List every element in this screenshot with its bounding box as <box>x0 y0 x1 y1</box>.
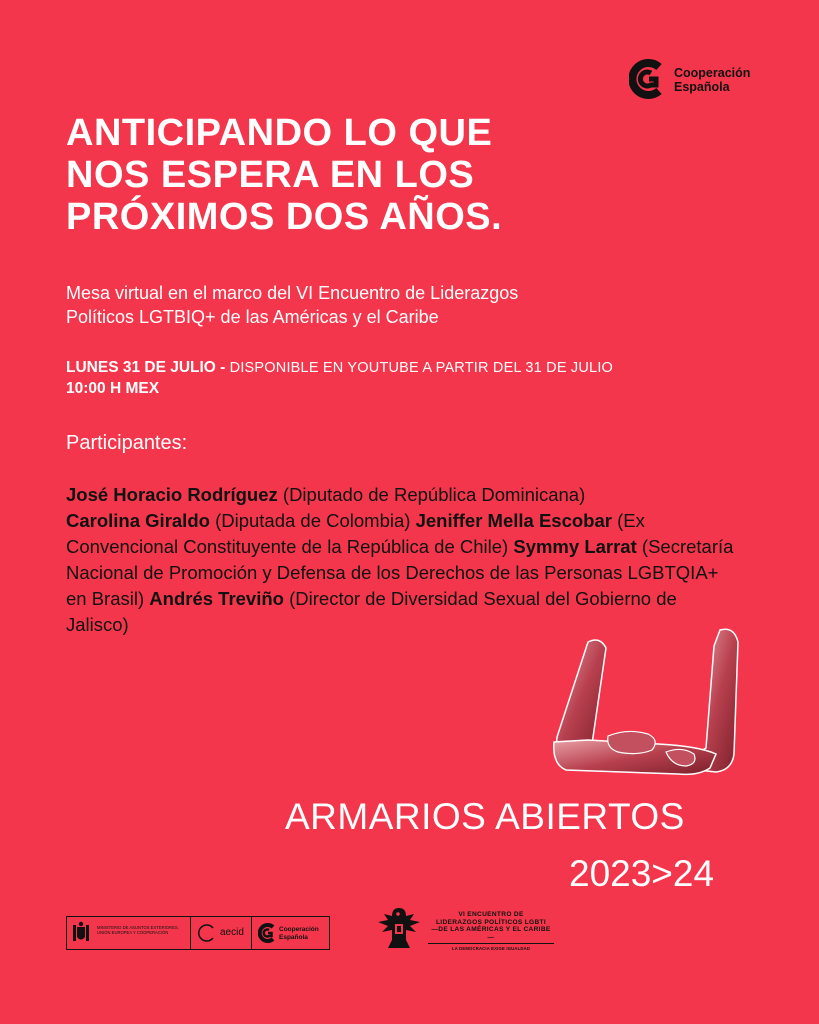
participant-name: Carolina Giraldo <box>66 510 210 531</box>
title-line1: ANTICIPANDO LO QUE <box>66 112 493 154</box>
cooperacion-small-logo <box>252 917 329 949</box>
encuentro-text <box>428 911 554 953</box>
encuentro-line3: —DE LAS AMÉRICAS Y EL CARIBE— <box>431 926 551 941</box>
logo-line1: Cooperación <box>674 66 751 80</box>
cooperacion-mark-icon <box>258 923 276 943</box>
participant-name: José Horacio Rodríguez <box>66 484 278 505</box>
aecid-logo <box>191 917 252 949</box>
encuentro-tagline: LA DEMOCRACIA EXIGE IGUALDAD <box>428 943 554 953</box>
participant-role: (Secretaría Nacional de Promoción y Defensa de los Derechos de las Personas LGBTQIA+ en Brasil) <box>66 536 734 609</box>
participants-list <box>66 482 736 638</box>
participant-name: Andrés Treviño <box>149 588 284 609</box>
ministry-text: MINISTERIO DE ASUNTOS EXTERIORES, UNIÓN EUROPEA Y COOPERACIÓN <box>97 925 179 936</box>
logo-line2: Española <box>674 80 730 94</box>
subtitle-line2: Políticos LGTBIQ+ de las Américas y el Caribe <box>66 307 439 327</box>
participant-role: (Director de Diversidad Sexual del Gobierno de Jalisco) <box>66 588 677 635</box>
event-date-line <box>66 358 766 378</box>
participant-role: (Ex Convencional Constituyente de la República de Chile) <box>66 510 645 557</box>
encuentro-line2: LIDERAZGOS POLÍTICOS LGBTI <box>435 918 546 926</box>
cooperacion-logo-icon <box>629 59 665 99</box>
brand-name: ARMARIOS ABIERTOS <box>285 796 685 837</box>
title-line2: NOS ESPERA EN LOS <box>66 154 475 196</box>
aecid-mark-icon <box>197 923 217 943</box>
arms-illustration <box>548 624 744 784</box>
cooperacion-small-text <box>279 926 319 941</box>
coop-line2: Española <box>279 933 308 941</box>
logo-text <box>674 66 750 94</box>
page-title <box>66 112 626 238</box>
event-time: 10:00 H MEX <box>66 380 160 397</box>
event-availability: DISPONIBLE EN YOUTUBE A PARTIR DEL 31 DE JULIO <box>229 360 614 376</box>
bird-emblem-icon <box>376 904 422 952</box>
participants-heading: Participantes: <box>66 432 188 454</box>
title-line3: PRÓXIMOS DOS AÑOS. <box>66 196 503 238</box>
participant-name: Symmy Larrat <box>513 536 637 557</box>
sponsor-logos <box>66 916 330 950</box>
coop-line1: Cooperación <box>279 926 319 933</box>
event-date: LUNES 31 DE JULIO - <box>66 359 226 376</box>
participant-name: Jeniffer Mella Escobar <box>415 510 612 531</box>
participant-role: (Diputado de República Dominicana) <box>282 484 586 505</box>
encuentro-logo <box>376 902 556 956</box>
subtitle <box>66 281 686 329</box>
encuentro-line1: VI ENCUENTRO DE <box>458 911 524 918</box>
aecid-text: aecid <box>220 927 244 938</box>
subtitle-line1: Mesa virtual en el marco del VI Encuentro de Liderazgos <box>66 283 519 303</box>
participant-role: (Diputada de Colombia) <box>215 510 411 531</box>
cooperacion-espanola-logo <box>629 59 769 103</box>
brand-years: 2023>24 <box>569 853 715 894</box>
coat-of-arms-icon <box>71 921 91 945</box>
ministry-logo <box>67 917 191 949</box>
